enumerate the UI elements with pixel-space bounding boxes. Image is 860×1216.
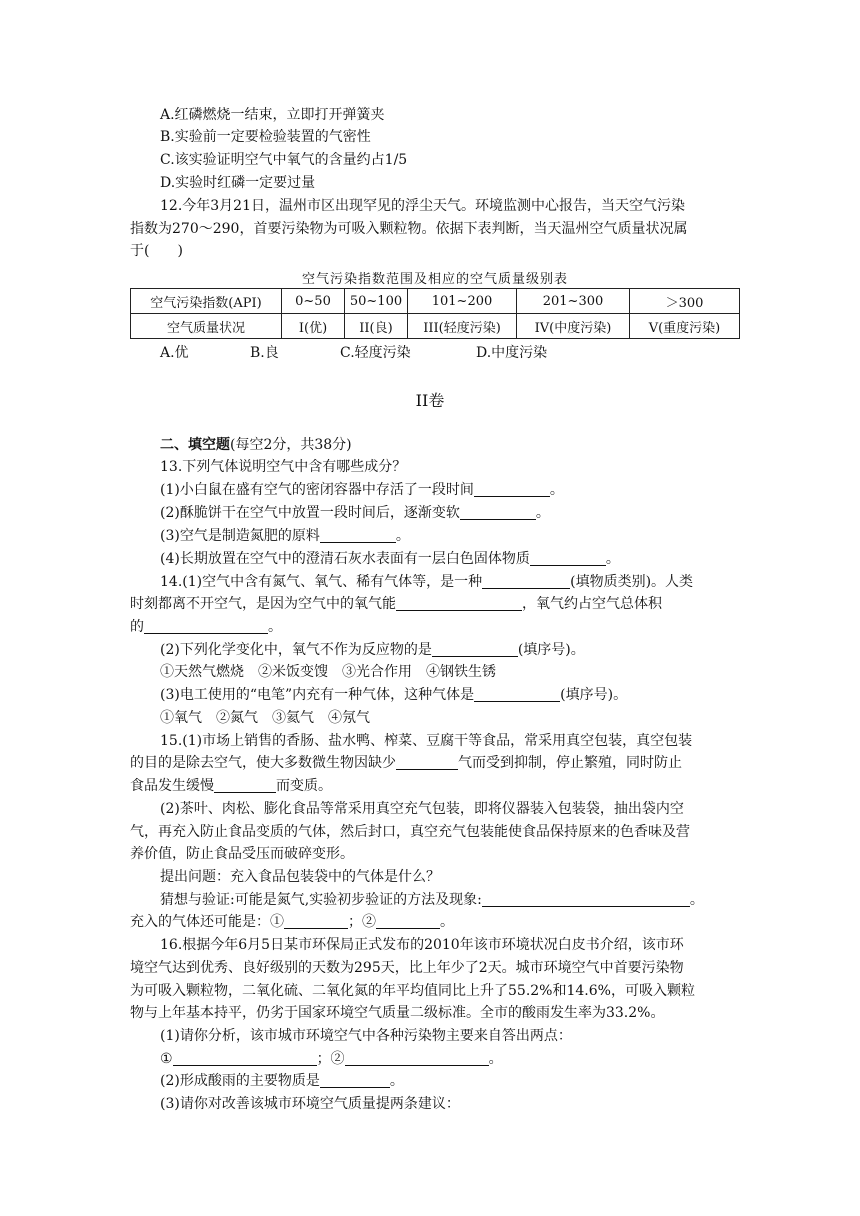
- answer-blank[interactable]: [320, 526, 396, 543]
- q16-line7: [160, 1070, 770, 1092]
- q13-stem: 13.下列气体说明空气中含有哪些成分？: [160, 459, 407, 475]
- table-cell: 50~100: [345, 289, 408, 314]
- answer-blank[interactable]: [474, 480, 550, 497]
- q12-stem-line3: 于( ): [130, 243, 183, 259]
- q16-line8: (3)请你对改善该城市环境空气质量提两条建议：: [160, 1096, 460, 1112]
- answer-blank[interactable]: [284, 912, 348, 929]
- q11-option-d: D.实验时红磷一定要过量: [160, 175, 316, 191]
- q11-option-a: A.红磷燃烧一结束，立即打开弹簧夹: [160, 107, 385, 123]
- q11-option-c: C.该实验证明空气中氧气的含量约占1/5: [160, 152, 408, 168]
- q12-options: [160, 342, 770, 364]
- q15-text: ；②: [348, 914, 376, 930]
- q15-line4: (2)茶叶、肉松、膨化食品等常采用真空充气包装，即将仪器装入包装袋，抽出袋内空: [160, 801, 684, 817]
- q13-item-4-text: (4)长期放置在空气中的澄清石灰水表面有一层白色固体物质: [160, 551, 530, 567]
- q15-text: 而变质。: [276, 778, 332, 794]
- answer-blank[interactable]: [482, 572, 570, 589]
- q13-item-3: (3)空气是制造氮肥的原料 。: [160, 528, 410, 544]
- q16-text: 。: [488, 1051, 503, 1067]
- q15-line7: 提出问题：充入食品包装袋中的气体是什么？: [160, 869, 440, 885]
- answer-blank[interactable]: [173, 1049, 317, 1066]
- q16-line6: [160, 1048, 770, 1070]
- q14-text: 。: [268, 619, 282, 635]
- q12-option-d: D.中度污染: [476, 345, 548, 361]
- q15-text: 猜想与验证:可能是氮气,实验初步验证的方法及现象:: [160, 892, 482, 908]
- q16-line1: 16.根据今年6月5日某市环保局正式发布的2010年该市环境状况白皮书介绍，该市环: [160, 937, 684, 953]
- answer-blank[interactable]: [432, 640, 518, 657]
- table-cell: 0~50: [282, 289, 345, 314]
- q14-text: 14.(1)空气中含有氮气、氧气、稀有气体等，是一种: [160, 574, 483, 590]
- table-cell: I(优): [282, 314, 345, 339]
- q16-text: 。: [389, 1073, 404, 1089]
- q15-text: 气而受到抑制，停止繁殖，同时防止: [458, 755, 682, 771]
- table-row: [131, 289, 740, 314]
- table-cell: 201~300: [517, 289, 630, 314]
- q14-text: (3)电工使用的“电笔”内充有一种气体，这种气体是: [160, 687, 475, 703]
- answer-blank[interactable]: [460, 503, 536, 520]
- q13-item-1-text: (1)小白鼠在盛有空气的密闭容器中存活了一段时间: [160, 482, 474, 498]
- q11-option-b: B.实验前一定要检验装置的气密性: [160, 129, 371, 145]
- q14-text: 的: [130, 619, 144, 635]
- q14-line3: [130, 616, 740, 638]
- q14-line6: [160, 684, 770, 706]
- answer-blank[interactable]: [396, 753, 458, 770]
- q15-text: 。: [689, 892, 704, 908]
- q15-line1: 15.(1)市场上销售的香肠、盐水鸭、榨菜、豆腐干等食品，常采用真空包装，真空包装: [160, 733, 693, 749]
- section-title: II卷: [415, 391, 445, 410]
- q15-text: 充入的气体还可能是：①: [130, 914, 284, 930]
- table-cell: II(良): [345, 314, 408, 339]
- q15-line9: [130, 911, 740, 933]
- table-cell: IV(中度污染): [517, 314, 630, 339]
- q14-line7: ①氧气 ②氮气 ③氦气 ④氖气: [160, 710, 370, 726]
- answer-blank[interactable]: [482, 890, 690, 907]
- answer-blank[interactable]: [376, 912, 440, 929]
- q13-item-3-text: (3)空气是制造氮肥的原料: [160, 528, 320, 544]
- q14-text: (填物质类别)。人类: [570, 574, 694, 590]
- q14-text: (填序号)。: [560, 687, 628, 703]
- answer-blank[interactable]: [214, 776, 276, 793]
- part2-note: (每空2分，共38分): [230, 437, 352, 453]
- part2-heading-line: [160, 434, 770, 456]
- q16-line3: 为可吸入颗粒物，二氧化硫、二氧化氮的年平均值同比上升了55.2%和14.6%，可吸入颗粒: [130, 983, 695, 999]
- table-cell: 101~200: [408, 289, 517, 314]
- q15-line5: 气，再充入防止食品变质的气体，然后封口，真空充气包装能使食品保持原来的色香味及营: [130, 824, 690, 840]
- q12-option-b: B.良: [250, 345, 279, 361]
- q16-text: ；②: [316, 1051, 345, 1067]
- answer-blank[interactable]: [345, 1049, 489, 1066]
- q13-item-4: (4)长期放置在空气中的澄清石灰水表面有一层白色固体物质 。: [160, 551, 620, 567]
- q12-option-a: A.优: [160, 345, 189, 361]
- q15-text: 食品发生缓慢: [130, 778, 214, 794]
- q14-line4: [160, 639, 770, 661]
- table-caption: 空气污染指数范围及相应的空气质量级别表: [301, 272, 568, 287]
- q14-text: 时刻都离不开空气，是因为空气中的氧气能: [130, 596, 396, 612]
- api-table: [130, 288, 740, 339]
- q13-item-2-text: (2)酥脆饼干在空气中放置一段时间后，逐渐变软: [160, 505, 460, 521]
- q14-text: (填序号)。: [517, 642, 585, 658]
- answer-blank[interactable]: [144, 617, 268, 634]
- table-cell: 空气质量状况: [131, 314, 282, 339]
- q15-line2: [130, 752, 740, 774]
- table-cell: V(重度污染): [630, 314, 740, 339]
- table-cell: III(轻度污染): [408, 314, 517, 339]
- answer-blank[interactable]: [530, 549, 606, 566]
- part2-heading: 二、填空题: [160, 437, 230, 453]
- q13-item-1: (1)小白鼠在盛有空气的密闭容器中存活了一段时间 。: [160, 482, 564, 498]
- table-row: [131, 314, 740, 339]
- q16-text: (2)形成酸雨的主要物质是: [160, 1073, 320, 1089]
- answer-blank[interactable]: [474, 685, 560, 702]
- q15-line3: [130, 775, 740, 797]
- q12-option-c: C.轻度污染: [340, 345, 411, 361]
- q15-line8: [160, 889, 770, 911]
- q14-text: (2)下列化学变化中，氧气不作为反应物的是: [160, 642, 432, 658]
- q12-stem-line1: 12.今年3月21日，温州市区出现罕见的浮尘天气。环境监测中心报告，当天空气污染: [160, 198, 685, 214]
- q12-stem-line2: 指数为270～290，首要污染物为可吸入颗粒物。依据下表判断，当天温州空气质量状况属: [130, 221, 688, 237]
- answer-blank[interactable]: [396, 594, 522, 611]
- q16-text: ①: [160, 1051, 173, 1067]
- q16-line4: 物与上年基本持平，仍劣于国家环境空气质量二级标准。全市的酸雨发生率为33.2%。: [130, 1005, 665, 1021]
- q16-line2: 境空气达到优秀、良好级别的天数为295天，比上年少了2天。城市环境空气中首要污染物: [130, 960, 684, 976]
- q13-item-2: (2)酥脆饼干在空气中放置一段时间后，逐渐变软 。: [160, 505, 550, 521]
- answer-blank[interactable]: [320, 1071, 390, 1088]
- table-cell: 空气污染指数(API): [131, 289, 282, 314]
- q14-line1: [160, 571, 770, 593]
- q14-line2: [130, 593, 740, 615]
- q15-line6: 养价值，防止食品受压而破碎变形。: [130, 846, 354, 862]
- q16-line5: (1)请你分析，该市城市环境空气中各种污染物主要来自答出两点：: [160, 1028, 572, 1044]
- q14-line5: ①天然气燃烧 ②米饭变馊 ③光合作用 ④钢铁生锈: [160, 664, 496, 680]
- table-cell: ＞300: [630, 289, 740, 314]
- q15-text: 。: [440, 914, 454, 930]
- q14-text: ，氧气约占空气总体积: [522, 596, 662, 612]
- q15-text: 的目的是除去空气，使大多数微生物因缺少: [130, 755, 396, 771]
